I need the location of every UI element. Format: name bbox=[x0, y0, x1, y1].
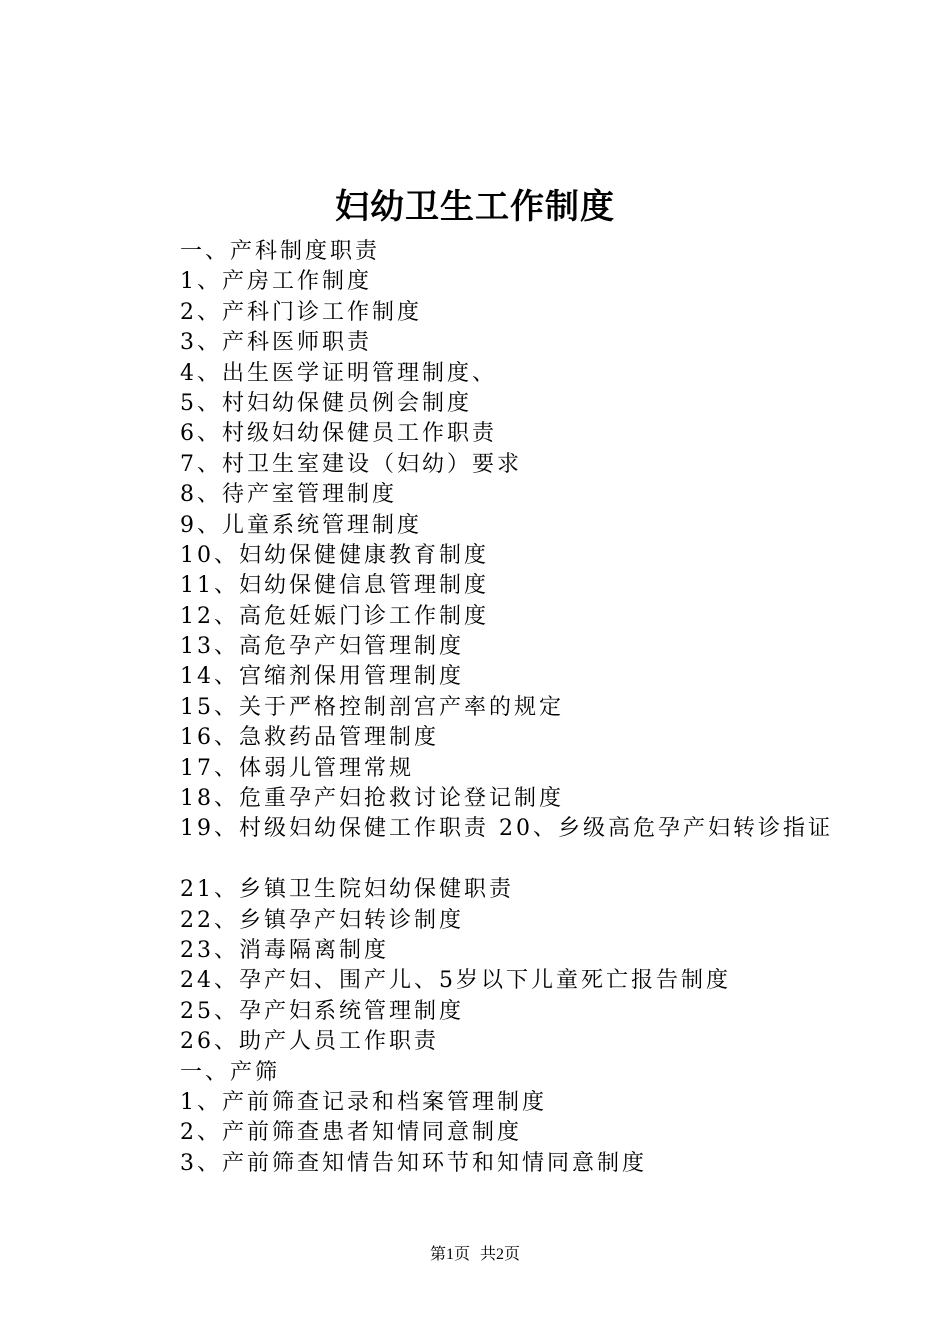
list-item: 26、助产人员工作职责 bbox=[180, 1029, 439, 1055]
list-item: 21、乡镇卫生院妇幼保健职责 bbox=[180, 877, 514, 903]
list-item: 17、体弱儿管理常规 bbox=[180, 755, 414, 781]
document-body bbox=[180, 237, 880, 1179]
page-total: 共2页 bbox=[480, 1246, 521, 1263]
list-item: 5、村妇幼保健员例会制度 bbox=[180, 390, 472, 416]
list-item: 2、产前筛查患者知情同意制度 bbox=[180, 1120, 522, 1146]
list-item: 18、危重孕产妇抢救讨论登记制度 bbox=[180, 786, 564, 812]
page-footer bbox=[0, 1244, 950, 1266]
list-item: 10、妇幼保健健康教育制度 bbox=[180, 542, 489, 568]
list-item: 24、孕产妇、围产儿、5岁以下儿童死亡报告制度 bbox=[180, 968, 731, 994]
blank-line bbox=[180, 845, 880, 875]
list-item: 2、产科门诊工作制度 bbox=[180, 299, 422, 325]
list-item: 4、出生医学证明管理制度、 bbox=[180, 360, 497, 386]
list-item: 7、村卫生室建设（妇幼）要求 bbox=[180, 451, 522, 477]
list-item: 1、产房工作制度 bbox=[180, 269, 372, 295]
list-item: 8、待产室管理制度 bbox=[180, 482, 397, 508]
list-item: 6、村级妇幼保健员工作职责 bbox=[180, 421, 497, 447]
list-item: 9、儿童系统管理制度 bbox=[180, 512, 422, 538]
list-item: 11、妇幼保健信息管理制度 bbox=[180, 573, 489, 599]
list-item: 一、产科制度职责 bbox=[180, 239, 381, 264]
list-item: 23、消毒隔离制度 bbox=[180, 937, 389, 963]
list-item: 3、产科医师职责 bbox=[180, 330, 372, 356]
list-item: 15、关于严格控制剖宫产率的规定 bbox=[180, 694, 564, 720]
list-item: 19、村级妇幼保健工作职责 20、乡级高危孕产妇转诊指证 bbox=[180, 816, 833, 842]
document-title: 妇幼卫生工作制度 bbox=[335, 187, 615, 227]
list-item: 12、高危妊娠门诊工作制度 bbox=[180, 603, 489, 629]
list-item: 16、急救药品管理制度 bbox=[180, 725, 439, 751]
list-item: 一、产筛 bbox=[180, 1059, 281, 1085]
list-item: 13、高危孕产妇管理制度 bbox=[180, 634, 464, 660]
list-item: 1、产前筛查记录和档案管理制度 bbox=[180, 1089, 547, 1115]
page-number: 第1页 bbox=[429, 1246, 470, 1263]
list-item: 22、乡镇孕产妇转诊制度 bbox=[180, 907, 464, 933]
list-item: 14、宫缩剂保用管理制度 bbox=[180, 664, 464, 690]
list-item: 3、产前筛查知情告知环节和知情同意制度 bbox=[180, 1150, 647, 1176]
list-item: 25、孕产妇系统管理制度 bbox=[180, 998, 464, 1024]
